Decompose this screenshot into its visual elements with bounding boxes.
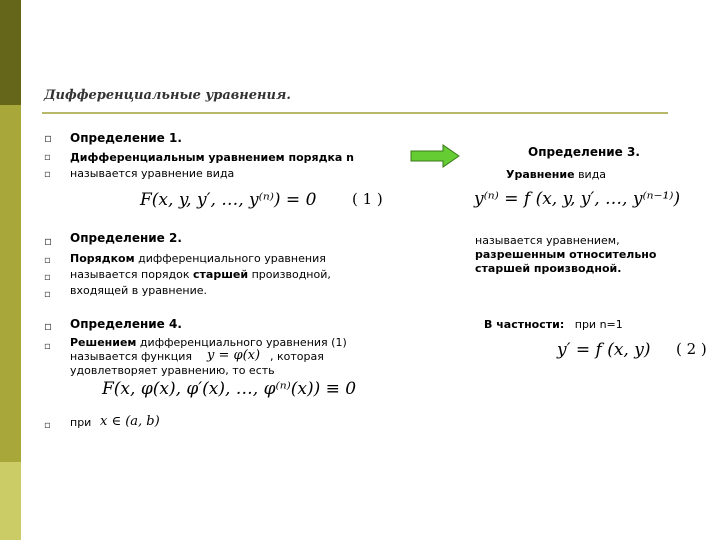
- sidebar-decoration: [0, 0, 21, 540]
- title-underline: [42, 112, 668, 114]
- sidebar-light-band: [0, 462, 21, 540]
- def3-line-b: разрешенным относительно: [475, 248, 657, 261]
- def2-line3: входящей в уравнение.: [70, 284, 207, 297]
- def4-line2-prefix: называется функция: [70, 350, 193, 363]
- bullet-icon: ▫: [44, 152, 51, 163]
- bullet-icon: ▫: [44, 341, 51, 352]
- bullet-icon: ▫: [44, 319, 53, 333]
- sidebar-dark-band: [0, 0, 21, 105]
- sidebar-mid-band: [0, 105, 21, 462]
- pri-label: при: [70, 416, 92, 429]
- equation-4: F(x, φ(x), φ′(x), …, φ⁽ⁿ⁾(x)) ≡ 0: [102, 379, 357, 399]
- bullet-icon: ▫: [44, 420, 51, 431]
- def3-line-a: называется уравнением,: [475, 234, 620, 247]
- bullet-icon: ▫: [44, 131, 53, 145]
- def4-line3: удовлетворяет уравнению, то есть: [70, 364, 275, 377]
- def4-line2-suffix: , которая: [270, 350, 324, 363]
- interval-math: x ∈ (a, b): [100, 414, 160, 429]
- equation-1: F(x, y, y′, …, y⁽ⁿ⁾) = 0: [140, 190, 317, 210]
- def3-line-c: старшей производной.: [475, 262, 622, 275]
- def2-line2: называется порядок старшей производной,: [70, 268, 331, 281]
- def4-function-math: y = φ(x): [207, 348, 261, 363]
- def4-line1: Решением дифференциального уравнения (1): [70, 336, 347, 349]
- slide-title: Дифференциальные уравнения.: [44, 88, 291, 103]
- bullet-icon: ▫: [44, 272, 51, 283]
- equation-3: y⁽ⁿ⁾ = f (x, y, y′, …, y⁽ⁿ⁻¹⁾): [474, 189, 681, 209]
- def1-line1: Дифференциальным уравнением порядка n: [70, 151, 354, 164]
- def1-heading: Определение 1.: [70, 131, 182, 145]
- def2-line1: Порядком дифференциального уравнения: [70, 252, 326, 265]
- def3-line1: Уравнение вида: [506, 168, 607, 181]
- bullet-icon: ▫: [44, 289, 51, 300]
- bullet-icon: ▫: [44, 169, 51, 180]
- def4-heading: Определение 4.: [70, 317, 182, 331]
- bullet-icon: ▫: [44, 234, 53, 248]
- def3-heading: Определение 3.: [528, 145, 640, 159]
- equation-2: y′ = f (x, y): [557, 340, 651, 360]
- arrow-right-icon: [410, 144, 460, 168]
- def1-line2: называется уравнение вида: [70, 167, 235, 180]
- def2-heading: Определение 2.: [70, 231, 182, 245]
- special-case: В частности: при n=1: [484, 318, 623, 331]
- equation-1-label: ( 1 ): [352, 190, 383, 208]
- equation-2-label: ( 2 ): [676, 340, 707, 358]
- bullet-icon: ▫: [44, 255, 51, 266]
